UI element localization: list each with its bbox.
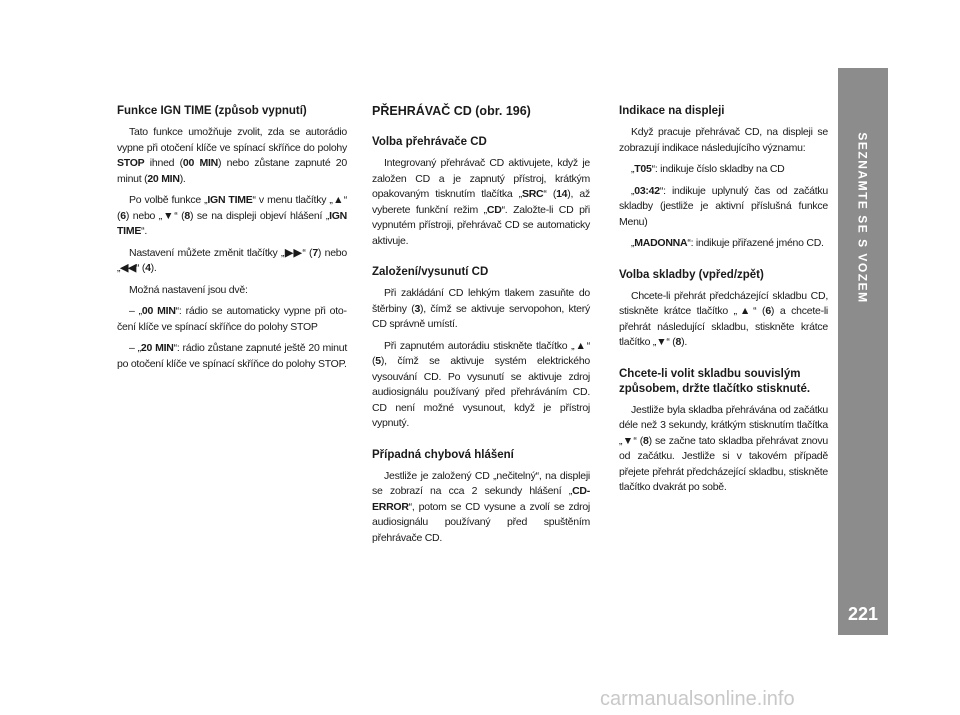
column-2	[372, 104, 590, 552]
bold-term: 6	[765, 305, 771, 317]
paragraph: „03:42“: indikuje uplynulý čas od začátku skladby (jestliže je aktivní příslušná funkce Menu)	[619, 184, 828, 228]
bold-term: 00 MIN	[141, 305, 176, 317]
watermark: carmanualsonline.info	[600, 688, 795, 710]
section-sidebar	[838, 68, 888, 635]
bold-term: 8	[643, 434, 649, 447]
sidebar-divider	[848, 664, 878, 665]
bold-term: IGN TIME	[117, 209, 347, 237]
paragraph: Při zakládání CD lehkým tlakem zasuňte do štěrbiny (3), čímž se aktivuje servopohon, který CD správně umístí.	[372, 287, 590, 330]
paragraph: Jestliže je založený CD „nečitelný“, na displeji se zobrazí na cca 2 sekundy hlášení „CD-ERROR“, potom se CD vysune a zvolí se zdroj audiosignálu používaný před spuštěním přehrávače CD.	[372, 469, 590, 544]
bold-term: CD	[486, 203, 502, 216]
bold-term: 5	[375, 355, 381, 367]
bold-term: IGN TIME	[207, 194, 253, 206]
paragraph: Nastavení můžete změnit tlačítky „▶▶“ (7) nebo „◀◀“ (4).	[117, 246, 347, 274]
bold-term: 00 MIN	[182, 157, 218, 169]
bold-term: 14	[556, 188, 568, 200]
paragraph: Po volbě funkce „IGN TIME“ v menu tlačítky „▲“ (6) nebo „▼“ (8) se na displeji objeví hlášení „IGN TIME“.	[117, 194, 347, 237]
paragraph: Když pracuje přehrávač CD, na displeji se zobrazují indikace následujícího významu:	[619, 126, 828, 154]
paragraph: Jestliže byla skladba přehrávána od začátku déle než 3 sekundy, krátkým stisknutím tlačítka „▼“ (8) se začne tato skladba přehrávat znovu od začátku. Jestliže si v takovém případě přejete přehrát předcházející skladbu, stiskněte tlačítko dvakrát po sobě.	[619, 403, 828, 493]
bold-term: ▲	[332, 194, 344, 206]
bold-term: 7	[312, 246, 318, 259]
bold-term: ▼	[656, 336, 667, 348]
page-number: 221	[847, 604, 879, 624]
paragraph: Možná nastavení jsou dvě:	[129, 283, 248, 296]
column-1	[117, 104, 347, 378]
heading-ign-time: Funkce IGN TIME (způsob vypnutí)	[117, 105, 307, 117]
paragraph: – „20 MIN“: rádio zůstane zapnuté ještě 20 minut po otočení klíče ve spínací skříňce do polohy STOP.	[117, 342, 347, 370]
paragraph: „MADONNA“: indikuje přiřazené jméno CD.	[631, 237, 824, 249]
bold-term: T05	[634, 163, 652, 175]
heading-figure-ref: (obr. 196)	[475, 104, 531, 118]
bold-term: ◀◀	[120, 262, 136, 274]
bold-term: ▼	[162, 209, 175, 222]
subheading: Založení/vysunutí CD	[372, 266, 489, 278]
bold-term: CD-ERROR	[372, 485, 590, 513]
subheading: Volba přehrávače CD	[372, 136, 487, 148]
subheading: Indikace na displeji	[619, 105, 725, 117]
bold-term: 3	[414, 302, 421, 315]
bold-term: 4	[145, 262, 151, 274]
subheading: Volba skladby (vpřed/zpět)	[619, 268, 764, 281]
bold-term: 03:42	[634, 184, 660, 197]
bold-term: SRC	[521, 188, 544, 200]
bold-term: 8	[184, 209, 190, 222]
paragraph: Při zapnutém autorádiu stiskněte tlačítko „▲“ (5), čímž se aktivuje systém elektrického vysouvání CD. Po vysunutí se aktivuje zdroj audiosignálu používaný před přehráváním CD. CD není možné vysunout, když je přístroj vypnutý.	[372, 339, 590, 429]
paragraph: – „00 MIN“: rádio se automaticky vypne při otočení klíče ve spínací skříňce do polohy STOP	[117, 305, 347, 333]
bold-term: ▲	[574, 339, 587, 352]
subheading: Případná chybová hlášení	[372, 448, 514, 461]
heading-main: PŘEHRÁVAČ CD	[372, 104, 472, 118]
paragraph: „T05“: indikuje číslo skladby na CD	[631, 163, 785, 175]
bold-term: ▲	[736, 305, 754, 317]
paragraph: Integrovaný přehrávač CD aktivujete, když je založen CD a je zapnutý přístroj, krátkým opakovaným tisknutím tlačítka „SRC“ (14), až vyberete funkční režim „CD“. Založte-li CD při vypnutém přístroji, přehrávač CD se automaticky aktivuje.	[372, 157, 590, 247]
bold-term: ▼	[622, 434, 634, 447]
bold-term: 8	[675, 336, 682, 348]
subheading: Chcete-li volit skladbu souvislým způsobem, držte tlačítko stisknuté.	[619, 367, 811, 395]
heading-cd-player	[372, 104, 590, 119]
paragraph: Tato funkce umožňuje zvolit, zda se autorádio vypne při otočení klíče ve spínací skříňce do polohy STOP ihned (00 MIN) nebo zůstane zapnuté 20 minut (20 MIN).	[117, 126, 347, 185]
bold-term: 20 MIN	[140, 342, 174, 354]
column-3	[619, 104, 828, 502]
sidebar-title	[838, 68, 888, 368]
bold-term: MADONNA	[634, 237, 688, 249]
bold-term: ▶▶	[284, 246, 303, 259]
bold-term: 6	[120, 209, 126, 222]
paragraph: Chcete-li přehrát předcházející skladbu CD, stiskněte krátce tlačítko „▲“ (6) a chcete-li přehrát následující skladbu, stiskněte krátce tlačítko „▼“ (8).	[619, 289, 828, 348]
bold-term: STOP	[117, 157, 145, 169]
bold-term: 20 MIN	[147, 172, 180, 185]
sidebar-title-text: SEZNAMTE SE S VOZEM	[856, 132, 870, 304]
